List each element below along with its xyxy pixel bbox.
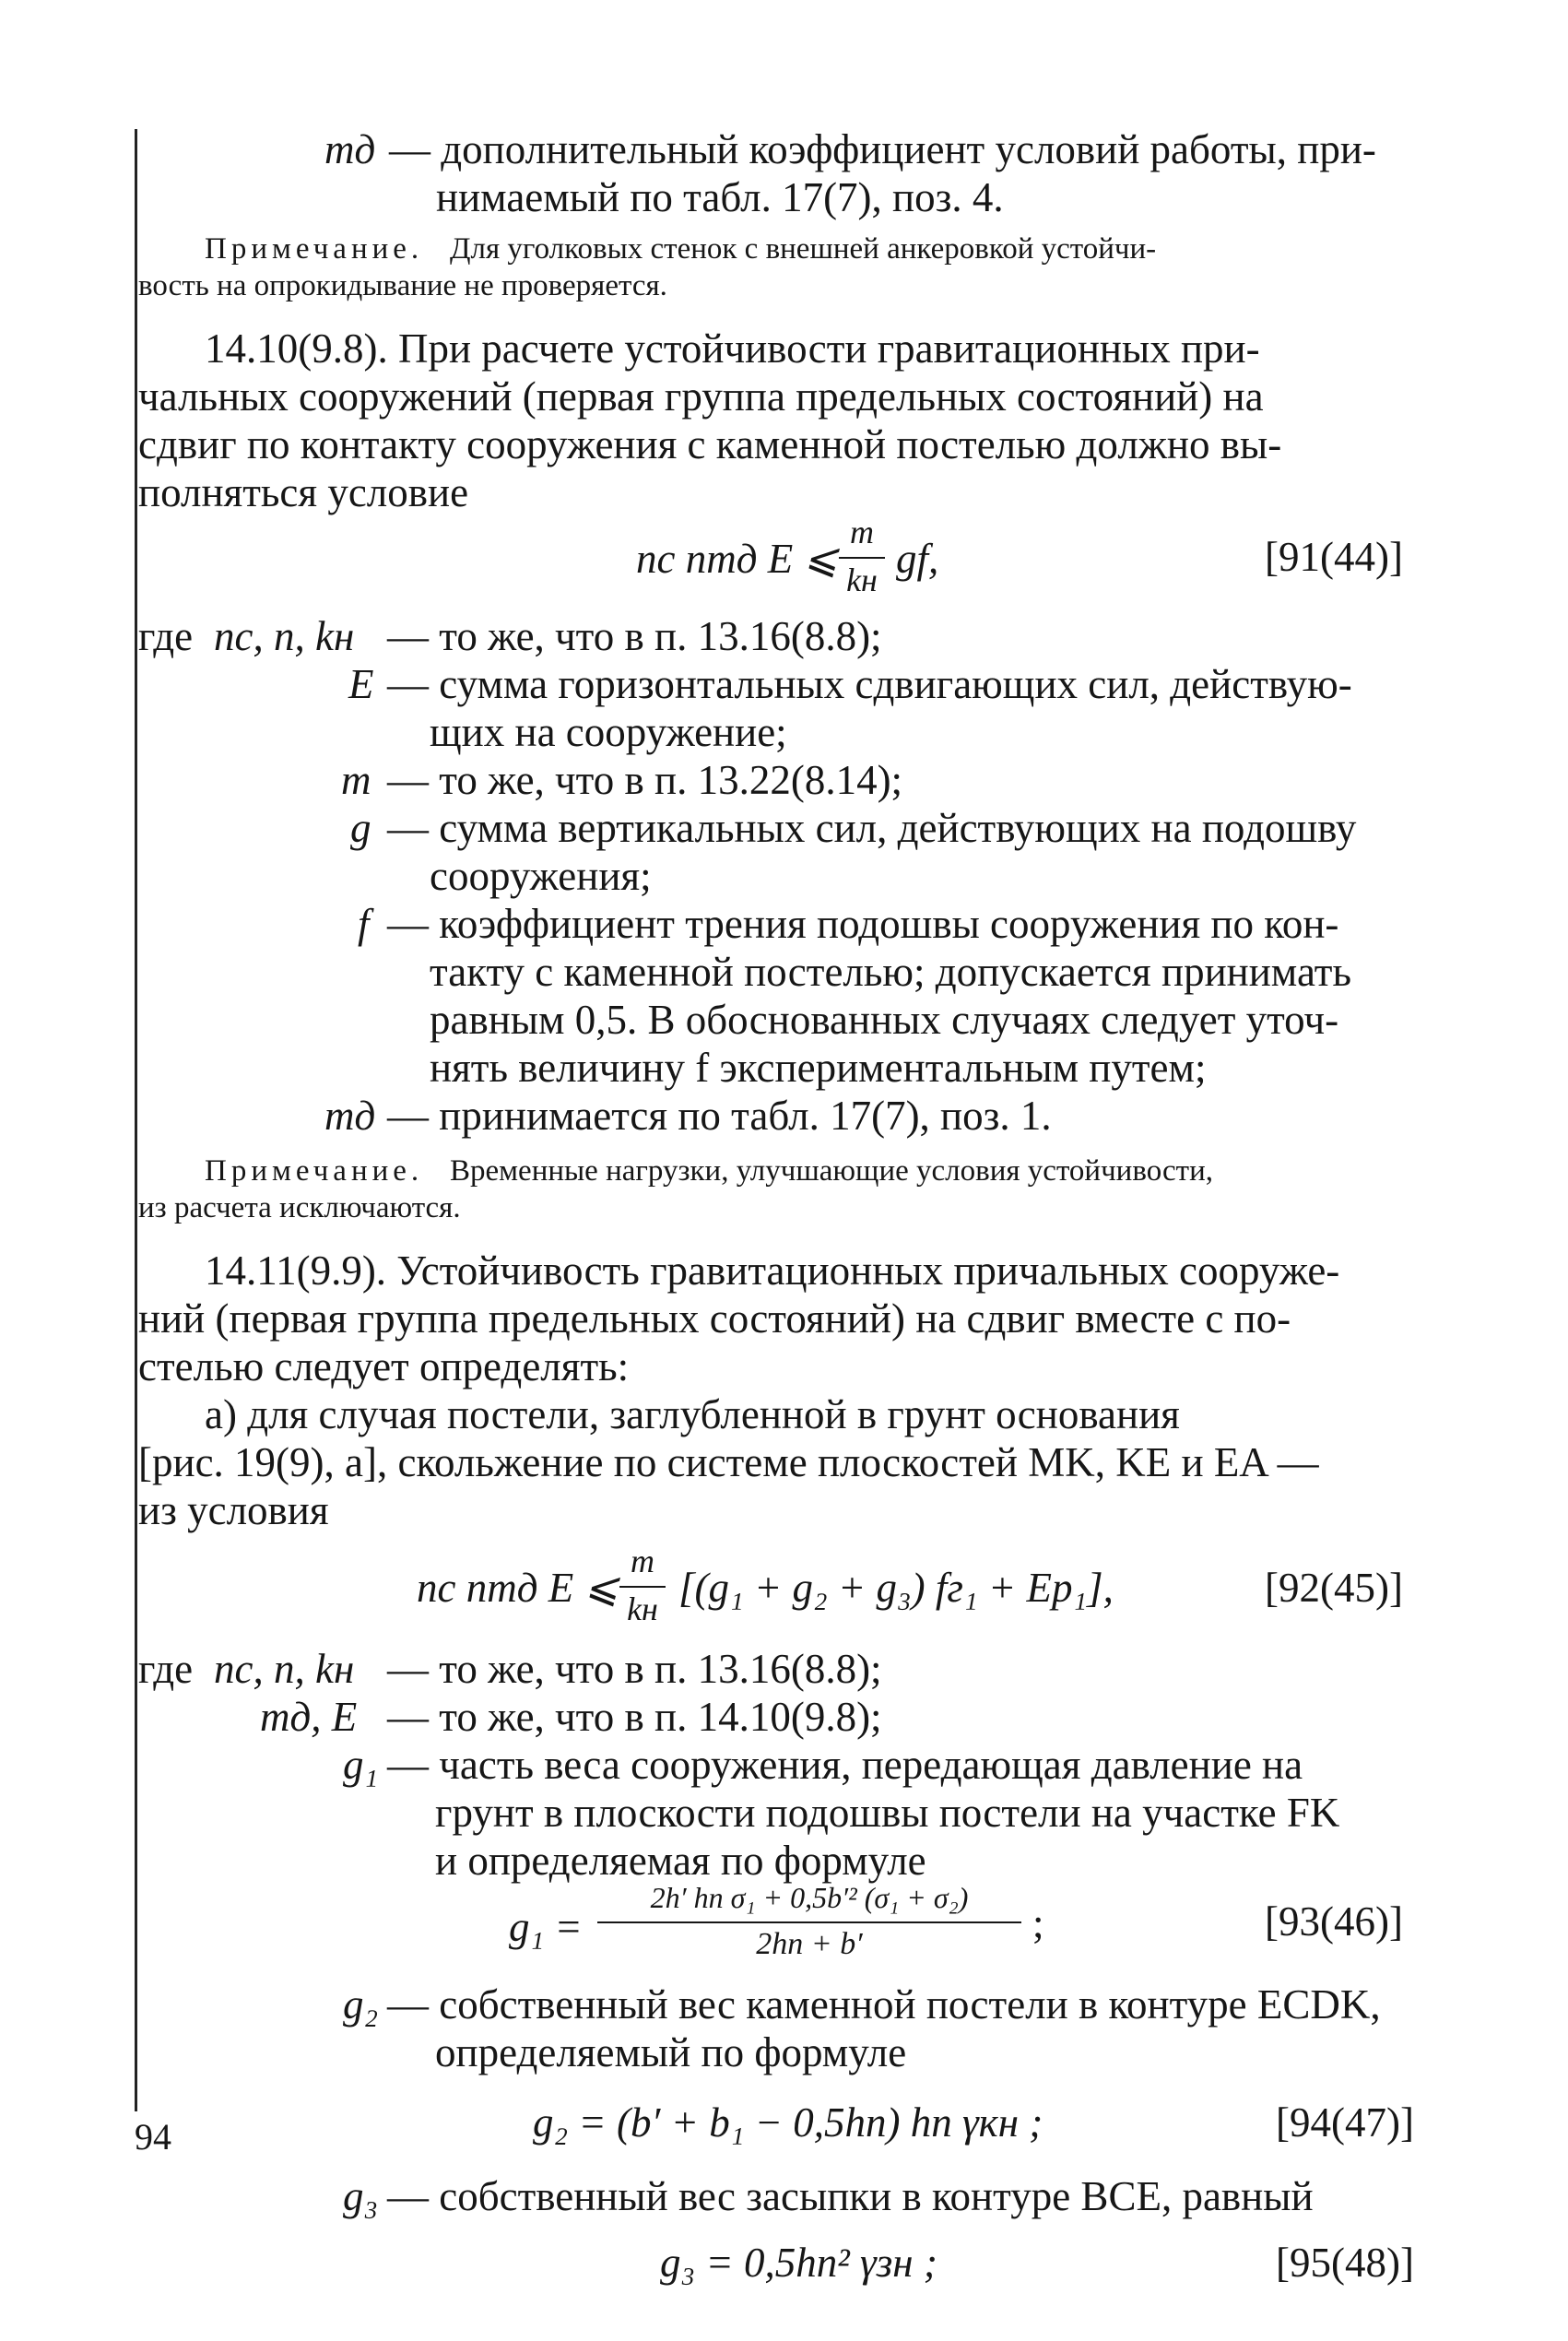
formula-number: [92(45)] <box>1265 1565 1403 1611</box>
paragraph-line: ний (первая группа предельных состояний) на сдвиг вместе с по- <box>138 1295 1291 1342</box>
symbol-list: nс, n, kн <box>214 1646 355 1692</box>
definition-line: — сумма вертикальных сил, действующих на подошву <box>387 805 1357 851</box>
paragraph-line: полняться условие <box>138 469 469 515</box>
definition-line: и определяемая по формуле <box>435 1838 926 1884</box>
paragraph-line: а) для случая постели, заглубленной в грунт основания <box>205 1391 1180 1437</box>
paragraph-line: стелью следует определять: <box>138 1343 630 1389</box>
definition-line: — сумма горизонтальных сдвигающих сил, действую- <box>387 661 1352 707</box>
where-lead: где <box>138 613 194 659</box>
symbol-f: f <box>358 901 370 947</box>
definition-line: — то же, что в п. 14.10(9.8); <box>387 1694 882 1740</box>
definition-line: определяемый по формуле <box>435 2029 907 2075</box>
definition-line: равным 0,5. В обоснованных случаях следует уточ- <box>430 997 1339 1043</box>
note-text: из расчета исключаются. <box>138 1191 461 1224</box>
definition-line: такту с каменной постелью; допускается принимать <box>430 949 1351 995</box>
note-label: Примечание. <box>205 1154 424 1188</box>
definition-line: грунт в плоскости подошвы постели на участке FK <box>435 1790 1340 1836</box>
fraction-bar <box>839 557 885 559</box>
paragraph-line: 14.11(9.9). Устойчивость гравитационных причальных сооруже- <box>205 1247 1340 1294</box>
formula-denominator: kн <box>627 1590 658 1627</box>
formula-body: g₃ = 0,5hп² γзн ; <box>660 2240 937 2286</box>
formula-lhs: g₁ = <box>509 1904 583 1950</box>
definition-line: нимаемый по табл. 17(7), поз. 4. <box>436 174 1004 220</box>
symbol-g1: g₁ <box>343 1742 379 1788</box>
definition-line: — собственный вес засыпки в контуре BCE, равный <box>387 2173 1314 2219</box>
formula-lhs: nс nmд E ⩽ <box>636 536 839 582</box>
definition-line: — то же, что в п. 13.22(8.14); <box>387 757 903 803</box>
paragraph-line: из условия <box>138 1487 329 1533</box>
paragraph-line: чальных сооружений (первая группа предельных состояний) на <box>138 373 1264 420</box>
formula-number: [91(44)] <box>1265 534 1403 580</box>
definition-line: щих на сооружение; <box>430 709 787 755</box>
definition-line: — то же, что в п. 13.16(8.8); <box>387 1646 882 1692</box>
formula-number: [94(47)] <box>1276 2099 1414 2146</box>
formula-numerator: 2h′ hп σ₁ + 0,5b′² (σ₁ + σ₂) <box>650 1881 969 1914</box>
definition-line: — то же, что в п. 13.16(8.8); <box>387 613 882 659</box>
definition-line: — коэффициент трения подошвы сооружения по кон- <box>387 901 1339 947</box>
margin-rule <box>135 129 137 2111</box>
symbol-g: g <box>350 805 371 851</box>
formula-rhs: [(g₁ + g₂ + g₃) fг₁ + Eр₁], <box>678 1565 1114 1611</box>
paragraph-line: [рис. 19(9), а], скольжение по системе плоскостей MK, KE и EA — <box>138 1439 1319 1485</box>
note-label: Примечание. <box>205 232 424 266</box>
symbol-md: mд <box>324 1093 376 1139</box>
definition-line: — часть веса сооружения, передающая давление на <box>387 1742 1303 1788</box>
formula-numerator: m <box>850 514 874 550</box>
symbol-list: nс, n, kн <box>214 613 355 659</box>
definition-line: — дополнительный коэффициент условий работы, при- <box>389 126 1376 172</box>
formula-denominator: 2hп + b′ <box>756 1927 863 1961</box>
definition-line: — собственный вес каменной постели в контуре ECDK, <box>387 1981 1381 2028</box>
formula-denominator: kн <box>846 562 878 598</box>
definition-line: нять величину f экспериментальным путем; <box>430 1045 1207 1091</box>
formula-tail: ; <box>1032 1900 1044 1946</box>
symbol-m: m <box>341 757 371 803</box>
formula-number: [93(46)] <box>1265 1898 1403 1945</box>
fraction-bar <box>597 1921 1021 1923</box>
formula-body: g₂ = (b′ + b₁ − 0,5hп) hп γкн ; <box>533 2099 1043 2146</box>
symbol-g2: g₂ <box>343 1981 379 2028</box>
symbol-E: E <box>348 661 374 707</box>
definition-line: — принимается по табл. 17(7), поз. 1. <box>387 1093 1052 1139</box>
definition-line: сооружения; <box>430 853 652 899</box>
symbol-g3: g₃ <box>343 2173 379 2219</box>
note-text: Временные нагрузки, улучшающие условия устойчивости, <box>450 1154 1213 1188</box>
symbol-list: mд, E <box>260 1694 358 1740</box>
formula-rhs: gf, <box>896 536 939 582</box>
formula-numerator: m <box>631 1543 654 1579</box>
paragraph-line: 14.10(9.8). При расчете устойчивости гравитационных при- <box>205 325 1260 372</box>
where-lead: где <box>138 1646 194 1692</box>
page-number: 94 <box>135 2116 171 2158</box>
note-text: вость на опрокидывание не проверяется. <box>138 269 667 302</box>
note-text: Для уголковых стенок с внешней анкеровкой устойчи- <box>450 232 1157 266</box>
fraction-bar <box>619 1586 666 1588</box>
formula-lhs: nс nmд E ⩽ <box>417 1565 619 1611</box>
symbol-md: mд <box>324 126 376 172</box>
formula-number: [95(48)] <box>1276 2240 1414 2286</box>
paragraph-line: сдвиг по контакту сооружения с каменной постелью должно вы- <box>138 421 1282 467</box>
